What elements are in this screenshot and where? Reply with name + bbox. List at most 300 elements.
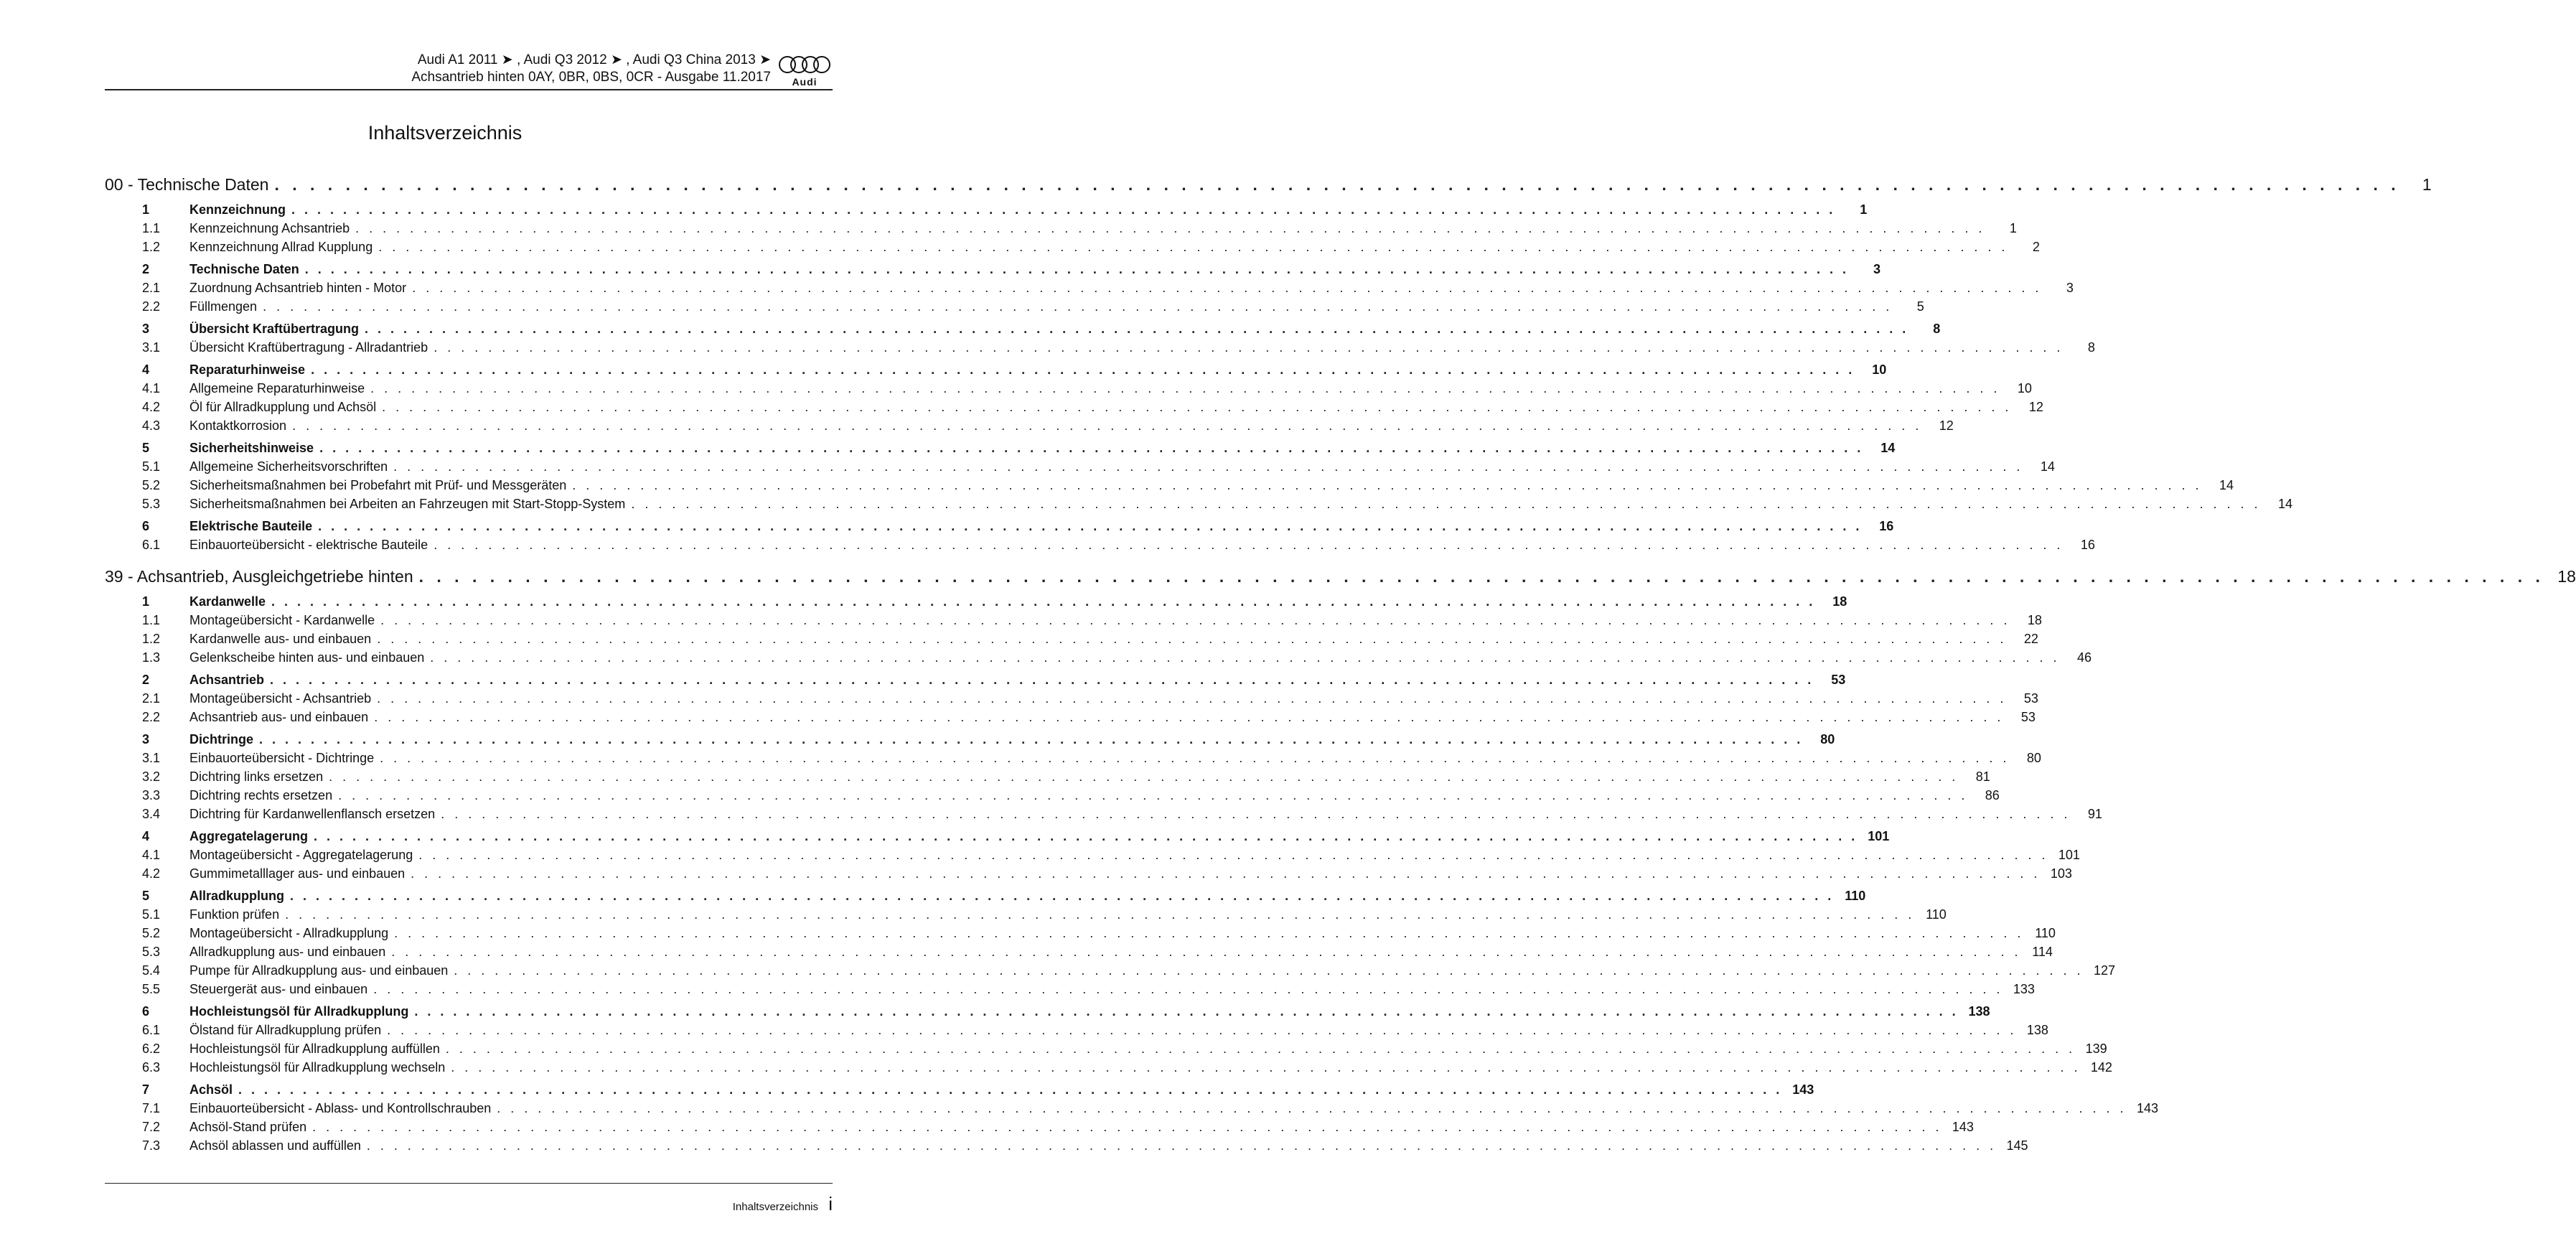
toc-entry-number: 4.2 [142,866,161,881]
toc-entry-number: 3.2 [142,769,161,784]
dot-leader: . . . . . . . . . . . . . . . . . . . . . . . . . . . . . . . . . . . . . . . . . . . . . . . . . . . . . . . . . . . . . . . . . . . . . . . . . . . . . . . . . . . . . . . . . . . . . . . . . . . . . . . . . . . . . . . . . . . . . . . . [370,381,2000,396]
toc-entry-number: 5.3 [142,497,161,511]
toc-entry-label: Allgemeine Reparaturhinweise [189,381,365,396]
dot-leader: . . . . . . . . . . . . . . . . . . . . . . . . . . . . . . . . . . . . . . . . . . . . . . . . . . . . . . . . . . . . . . . . . . . . . . . . . . . . . . . . . . . . . . . . . . . . . . . . . . . . . . . . . . . . . . . . . . . . . . . . [318,519,1863,533]
toc-entry-title [142,360,311,379]
toc-entry-title [142,905,285,924]
toc-entry-label: Sicherheitsmaßnahmen bei Probefahrt mit Prüf- und Messgeräten [189,478,567,492]
toc-entry-label: Achsöl [189,1082,233,1097]
dot-leader: . . . . . . . . . . . . . . . . . . . . . . . . . . . . . . . . . . . . . . . . . . . . . . . . . . . . . . . . . . . . . . . . . . . . . . . . . . . . . . . . . . . . . . . . . . . . . . . . . . . . . . . . . . . . . . . . . . . . . . . . [451,1060,2081,1075]
toc-section-row[interactable] [105,517,1894,535]
toc-entry-title [142,319,365,338]
toc-entry-title [142,517,318,535]
dot-leader: . . . . . . . . . . . . . . . . . . . . . . . . . . . . . . . . . . . . . . . . . . . . . . . . . . . . . . . . . . . . . . . . . . . . . . . . . . . . . . . . . . . . . . . . . . . . . . . . . . . . . . . . . . . . . . . . . . . . . . . . [393,459,2023,474]
toc-entry-title [142,379,370,398]
dot-leader: . . . . . . . . . . . . . . . . . . . . . . . . . . . . . . . . . . . . . . . . . . . . . . . . . . . . . . . . . . . . . . . . . . . . . . . . . . . . . . . . . . . . . . . . . . . . . . . . . . . . . . . . . . . . . . . . . . . . . . . . [374,710,2004,724]
dot-leader: . . . . . . . . . . . . . . . . . . . . . . . . . . . . . . . . . . . . . . . . . . . . . . . . . . . . . . . . . . . . . . . . . . . . . . . . . . . . . . . . . . . . . . . . . . . . . . . . . . . . . . . . . . . . . . . . . . . . . . . . [291,202,1836,217]
dot-leader: . . . . . . . . . . . . . . . . . . . . . . . . . . . . . . . . . . . . . . . . . . . . . . . . . . . . . . . . . . . . . . . . . . . . . . . . . . . . . . . . . . . . . . . . . . . . . . . . . . . . . . . . . . . . . . . . . . . . . . . . [263,299,1893,314]
toc-sub-row[interactable] [105,708,2036,726]
toc-entry-label: 00 - Technische Daten [105,175,269,194]
toc-section-row[interactable] [105,886,1866,905]
toc-page-number: 16 [1879,519,1894,533]
toc-entry-title [142,630,377,648]
toc-entry-title [142,398,382,416]
toc-entry-title [142,980,373,998]
toc-page-number: 110 [1845,889,1866,903]
toc-page-number: 5 [1916,299,1924,314]
toc-entry-label: Allgemeine Sicherheitsvorschriften [189,459,388,474]
toc-entry-title [142,416,292,435]
toc-section-row[interactable] [105,319,1941,338]
dot-leader: . . . . . . . . . . . . . . . . . . . . . . . . . . . . . . . . . . . . . . . . . . . . . . . . . . . . . . . . . . . . . . . . . . . . . . . . . . . . . . . . . . . . . . . . . . . . . . . . . . . . . . . . . . . . . . . . . . . . . . . . [365,322,1909,336]
dot-leader: . . . . . . . . . . . . . . . . . . . . . . . . . . . . . . . . . . . . . . . . . . . . . . . . . . . . . . . . . . . . . . . . . . . . . . . . . . . . . . . . . . . . . . . . . . . . . . . . . . . . . . . . . . . . . . . . . . . . . . . . [270,673,1814,687]
toc-page-number: 1 [1860,202,1868,217]
toc-entry-number: 6.1 [142,1023,161,1037]
toc-entry-number: 3.1 [142,751,161,765]
dot-leader: . . . . . . . . . . . . . . . . . . . . . . . . . . . . . . . . . . . . . . . . . . . . . . . . . . . . . . . . . . . . . . . . . . . . . . . . . . . . . . . . . . . . . . . . . . . . . . . . . . . . . . . . . . . . . . . . . . . . . . . . [304,262,1849,276]
toc-page-number: 1 [2009,221,2017,235]
toc-sub-row[interactable] [105,219,2017,238]
toc-entry-title [105,172,274,197]
toc-entry-label: Hochleistungsöl für Allradkupplung auffüllen [189,1042,440,1056]
toc-entry-title [142,1002,414,1021]
toc-entry-title [142,200,291,219]
toc-sub-row[interactable] [105,398,2043,416]
toc-entry-title [105,564,419,589]
toc-page-number: 91 [2087,807,2102,821]
toc-page-number: 86 [1985,788,2000,802]
toc-page-number: 1 [2422,175,2432,194]
toc-sub-row[interactable] [105,457,2055,476]
toc-entry-number: 6.3 [142,1060,161,1075]
toc-page-number: 3 [1873,262,1881,276]
toc-page-number: 2 [2032,240,2040,254]
toc-page-number: 103 [2050,866,2072,881]
toc-entry-label: Montageübersicht - Allradkupplung [189,926,389,940]
toc-entry-number: 3.3 [142,788,161,802]
dot-leader: . . . . . . . . . . . . . . . . . . . . . . . . . . . . . . . . . . . . . . . . . . . . . . . . . . . . . . . . . . . . . . . . . . . . . . . . . . . . . . . . . . . . . . . . . . . . . . . . . . . . . . . . . . . . . . . . . . . . . . . . [329,769,1959,784]
toc-sub-row[interactable] [105,1039,2107,1058]
dot-leader: . . . . . . . . . . . . . . . . . . . . . . . . . . . . . . . . . . . . . . . . . . . . . . . . . . . . . . . . . . . . . . . . . . . . . . . . . . . . . . . . . . . . . . . . . . . . . . . . . . . . . . . . . . . . . . . . . . . . . . . . [497,1101,2127,1115]
toc-page-number: 8 [1933,322,1941,336]
toc-entry-number: 7.2 [142,1120,161,1134]
toc-sub-row[interactable] [105,961,2115,980]
toc-sub-row[interactable] [105,416,1954,435]
toc-page-number: 22 [2023,632,2038,646]
toc-entry-number: 3 [142,322,150,336]
toc-entry-label: Achsantrieb aus- und einbauen [189,710,369,724]
toc-entry-label: Füllmengen [189,299,258,314]
toc-page-number: 138 [2026,1023,2048,1037]
toc-entry-number: 2.2 [142,299,161,314]
dot-leader: . . . . . . . . . . . . . . . . . . . . . . . . . . . . . . . . . . . . . . . . . . . . . . . . . . . . . . . . . . . . . . . . . . . . . . . . . . . . . . . . . . . . . . . . . . . . . . . . . . . . . . . . . . . . . . . . . . . . . . . . [377,632,2007,646]
footer-divider [105,1183,833,1184]
toc-page-number: 143 [1792,1082,1814,1097]
toc-entry-title [142,219,355,238]
toc-entry-number: 6.1 [142,538,161,552]
toc-entry-title [142,689,377,708]
toc-entry-title [142,476,572,495]
toc-entry-label: Pumpe für Allradkupplung aus- und einbauen [189,963,449,978]
toc-sub-row[interactable] [105,238,2040,256]
toc-entry-title [142,238,378,256]
toc-page-number: 14 [2278,497,2293,511]
dot-leader: . . . . . . . . . . . . . . . . . . . . . . . . . . . . . . . . . . . . . . . . . . . . . . . . . . . . . . . . . . . . . . . . . . . . . . . . . . . . . . . . . . . . . . . . . . . . . . . . . . . . . . . . . . . . . . . . . . . . . . . . [412,281,2042,295]
toc-entry-label: Einbauorteübersicht - Ablass- und Kontrollschrauben [189,1101,492,1115]
toc-entry-title [142,260,305,279]
toc-entry-title [142,1118,312,1136]
toc-entry-title [142,670,270,689]
toc-entry-number: 3.4 [142,807,161,821]
header-line-edition: Achsantrieb hinten 0AY, 0BR, 0BS, 0CR - Ausgabe 11.2017 [411,70,771,85]
toc-entry-label: Hochleistungsöl für Allradkupplung wechseln [189,1060,446,1075]
toc-page-number: 80 [2026,751,2041,765]
dot-leader: . . . . . . . . . . . . . . . . . . . . . . . . . . . . . . . . . . . . . . . . . . . . . . . . . . . . . . . . . . . . . . . . . . . . . . . . . . . . . . . . . . . . . . . . . . . . . . . . . . . . . . . . . . . . . . . . . . . . . . . . [418,567,2544,586]
page-header [105,50,833,90]
toc-entry-title [142,648,430,667]
toc-entry-title [142,767,329,786]
toc-sub-row[interactable] [105,689,2038,708]
toc-entry-label: Zuordnung Achsantrieb hinten - Motor [189,281,407,295]
toc-entry-number: 3.1 [142,340,161,355]
toc-entry-number: 4.1 [142,381,161,396]
toc-page-number: 53 [1831,673,1846,687]
dot-leader: . . . . . . . . . . . . . . . . . . . . . . . . . . . . . . . . . . . . . . . . . . . . . . . . . . . . . . . . . . . . . . . . . . . . . . . . . . . . . . . . . . . . . . . . . . . . . . . . . . . . . . . . . . . . . . . . . . . . . . . . [238,1082,1783,1097]
dot-leader: . . . . . . . . . . . . . . . . . . . . . . . . . . . . . . . . . . . . . . . . . . . . . . . . . . . . . . . . . . . . . . . . . . . . . . . . . . . . . . . . . . . . . . . . . . . . . . . . . . . . . . . . . . . . . . . . . . . . . . . . [312,1120,1942,1134]
toc-sub-row[interactable] [105,648,2092,667]
toc-entry-number: 5.3 [142,945,161,959]
toc-section-row[interactable] [105,200,1868,219]
toc-entry-title [142,1136,367,1155]
dot-leader: . . . . . . . . . . . . . . . . . . . . . . . . . . . . . . . . . . . . . . . . . . . . . . . . . . . . . . . . . . . . . . . . . . . . . . . . . . . . . . . . . . . . . . . . . . . . . . . . . . . . . . . . . . . . . . . . . . . . . . . . [380,613,2010,627]
toc-page-number: 101 [2058,848,2080,862]
toc-entry-number: 5.5 [142,982,161,996]
toc-sub-row[interactable] [105,495,2293,513]
toc-entry-title [142,297,263,316]
toc-sub-row[interactable] [105,630,2038,648]
toc-chapter-row[interactable] [105,564,2576,589]
toc-page-number: 101 [1868,829,1890,843]
toc-entry-title [142,961,454,980]
toc-entry-number: 5.4 [142,963,161,978]
toc-entry-label: Allradkupplung [189,889,284,903]
toc-page-number: 110 [1926,907,1947,922]
toc-entry-number: 6.2 [142,1042,161,1056]
toc-entry-number: 5.1 [142,459,161,474]
toc-sub-row[interactable] [105,297,1924,316]
toc-entry-title [142,1021,387,1039]
toc-page-number: 12 [2028,400,2043,414]
dot-leader: . . . . . . . . . . . . . . . . . . . . . . . . . . . . . . . . . . . . . . . . . . . . . . . . . . . . . . . . . . . . . . . . . . . . . . . . . . . . . . . . . . . . . . . . . . . . . . . . . . . . . . . . . . . . . . . . . . . . . . . . [285,907,1915,922]
toc-entry-title [142,279,412,297]
toc-entry-title [142,886,290,905]
toc-entry-label: Montageübersicht - Achsantrieb [189,691,372,706]
toc-entry-label: Gummimetalllager aus- und einbauen [189,866,406,881]
toc-sub-row[interactable] [105,805,2102,823]
toc-sub-row[interactable] [105,476,2234,495]
toc-entry-number: 4.2 [142,400,161,414]
toc-entry-number: 2.1 [142,281,161,295]
toc-page-number: 143 [2136,1101,2158,1115]
dot-leader: . . . . . . . . . . . . . . . . . . . . . . . . . . . . . . . . . . . . . . . . . . . . . . . . . . . . . . . . . . . . . . . . . . . . . . . . . . . . . . . . . . . . . . . . . . . . . . . . . . . . . . . . . . . . . . . . . . . . . . . . [382,400,2012,414]
dot-leader: . . . . . . . . . . . . . . . . . . . . . . . . . . . . . . . . . . . . . . . . . . . . . . . . . . . . . . . . . . . . . . . . . . . . . . . . . . . . . . . . . . . . . . . . . . . . . . . . . . . . . . . . . . . . . . . . . . . . . . . . [366,1138,1997,1153]
toc-entry-number: 5 [142,889,150,903]
dot-leader: . . . . . . . . . . . . . . . . . . . . . . . . . . . . . . . . . . . . . . . . . . . . . . . . . . . . . . . . . . . . . . . . . . . . . . . . . . . . . . . . . . . . . . . . . . . . . . . . . . . . . . . . . . . . . . . . . . . . . . . . [314,829,1858,843]
toc-entry-title [142,942,391,961]
toc-entry-label: Ölstand für Allradkupplung prüfen [189,1023,382,1037]
toc-entry-label: Einbauorteübersicht - elektrische Bauteile [189,538,428,552]
toc-sub-row[interactable] [105,846,2080,864]
toc-section-row[interactable] [105,827,1890,846]
toc-page-number: 142 [2090,1060,2112,1075]
toc-page-number: 127 [2093,963,2115,978]
toc-entry-label: Elektrische Bauteile [189,519,313,533]
toc-entry-number: 3 [142,732,150,746]
toc-entry-title [142,495,631,513]
toc-sub-row[interactable] [105,786,2000,805]
toc-entry-number: 6 [142,1004,150,1019]
toc-entry-title [142,535,434,554]
toc-entry-number: 6 [142,519,150,533]
toc-entry-number: 2 [142,673,150,687]
footer-label: Inhaltsverzeichnis [732,1201,818,1213]
toc-sub-row[interactable] [105,338,2095,357]
dot-leader: . . . . . . . . . . . . . . . . . . . . . . . . . . . . . . . . . . . . . . . . . . . . . . . . . . . . . . . . . . . . . . . . . . . . . . . . . . . . . . . . . . . . . . . . . . . . . . . . . . . . . . . . . . . . . . . . . . . . . . . . [380,751,2010,765]
audi-logo-text: Audi [792,76,818,88]
audi-logo [777,55,833,86]
toc-sub-row[interactable] [105,1118,1974,1136]
dot-leader: . . . . . . . . . . . . . . . . . . . . . . . . . . . . . . . . . . . . . . . . . . . . . . . . . . . . . . . . . . . . . . . . . . . . . . . . . . . . . . . . . . . . . . . . . . . . . . . . . . . . . . . . . . . . . . . . . . . . . . . . [391,945,2021,959]
dot-leader: . . . . . . . . . . . . . . . . . . . . . . . . . . . . . . . . . . . . . . . . . . . . . . . . . . . . . . . . . . . . . . . . . . . . . . . . . . . . . . . . . . . . . . . . . . . . . . . . . . . . . . . . . . . . . . . . . . . . . . . . [394,926,2024,940]
toc-entry-label: Funktion prüfen [189,907,280,922]
dot-leader: . . . . . . . . . . . . . . . . . . . . . . . . . . . . . . . . . . . . . . . . . . . . . . . . . . . . . . . . . . . . . . . . . . . . . . . . . . . . . . . . . . . . . . . . . . . . . . . . . . . . . . . . . . . . . . . . . . . . . . . . [387,1023,2017,1037]
dot-leader: . . . . . . . . . . . . . . . . . . . . . . . . . . . . . . . . . . . . . . . . . . . . . . . . . . . . . . . . . . . . . . . . . . . . . . . . . . . . . . . . . . . . . . . . . . . . . . . . . . . . . . . . . . . . . . . . . . . . . . . . [572,478,2202,492]
toc-entry-title [142,708,374,726]
toc-sub-row[interactable] [105,924,2056,942]
toc-entry-title [142,1039,446,1058]
toc-page-number: 133 [2013,982,2035,996]
toc-entry-title [142,805,441,823]
toc-entry-number: 1.1 [142,613,161,627]
toc-entry-label: Hochleistungsöl für Allradkupplung [189,1004,409,1019]
toc-entry-number: 7.1 [142,1101,161,1115]
toc-entry-label: Dichtring für Kardanwellenflansch ersetzen [189,807,436,821]
toc-entry-label: Kennzeichnung Achsantrieb [189,221,350,235]
toc-entry-label: Allradkupplung aus- und einbauen [189,945,386,959]
toc-entry-label: Einbauorteübersicht - Dichtringe [189,751,375,765]
toc-sub-row[interactable] [105,611,2042,630]
dot-leader: . . . . . . . . . . . . . . . . . . . . . . . . . . . . . . . . . . . . . . . . . . . . . . . . . . . . . . . . . . . . . . . . . . . . . . . . . . . . . . . . . . . . . . . . . . . . . . . . . . . . . . . . . . . . . . . . . . . . . . . . [292,418,1922,433]
toc-sub-row[interactable] [105,980,2035,998]
toc-entry-number: 4 [142,362,150,377]
dot-leader: . . . . . . . . . . . . . . . . . . . . . . . . . . . . . . . . . . . . . . . . . . . . . . . . . . . . . . . . . . . . . . . . . . . . . . . . . . . . . . . . . . . . . . . . . . . . . . . . . . . . . . . . . . . . . . . . . . . . . . . . [441,807,2071,821]
toc-section-row[interactable] [105,439,1896,457]
dot-leader: . . . . . . . . . . . . . . . . . . . . . . . . . . . . . . . . . . . . . . . . . . . . . . . . . . . . . . . . . . . . . . . . . . . . . . . . . . . . . . . . . . . . . . . . . . . . . . . . . . . . . . . . . . . . . . . . . . . . . . . . [434,538,2064,552]
toc-section-row[interactable] [105,260,1881,279]
toc-section-row[interactable] [105,730,1835,749]
toc-sub-row[interactable] [105,279,2074,297]
toc-sub-row[interactable] [105,905,1947,924]
toc-entry-label: Kennzeichnung Allrad Kupplung [189,240,373,254]
toc-page-number: 14 [2219,478,2234,492]
toc-entry-number: 1 [142,202,150,217]
toc-entry-number: 1.2 [142,240,161,254]
page-title: Inhaltsverzeichnis [367,122,523,144]
toc-entry-title [142,1099,497,1118]
toc-entry-label: Gelenkscheibe hinten aus- und einbauen [189,650,425,665]
toc-entry-label: Sicherheitshinweise [189,441,314,455]
toc-entry-label: Achsantrieb [189,673,265,687]
toc-entry-title [142,1080,238,1099]
toc-page-number: 18 [1832,594,1847,609]
toc-entry-label: Achsöl ablassen und auffüllen [189,1138,361,1153]
dot-leader: . . . . . . . . . . . . . . . . . . . . . . . . . . . . . . . . . . . . . . . . . . . . . . . . . . . . . . . . . . . . . . . . . . . . . . . . . . . . . . . . . . . . . . . . . . . . . . . . . . . . . . . . . . . . . . . . . . . . . . . . [271,594,1816,609]
toc-sub-row[interactable] [105,379,2032,398]
toc-sub-row[interactable] [105,1058,2112,1077]
toc-sub-row[interactable] [105,1136,2028,1155]
toc-section-row[interactable] [105,1080,1814,1099]
toc-entry-label: Achsöl-Stand prüfen [189,1120,307,1134]
toc-entry-title [142,827,314,846]
dot-leader: . . . . . . . . . . . . . . . . . . . . . . . . . . . . . . . . . . . . . . . . . . . . . . . . . . . . . . . . . . . . . . . . . . . . . . . . . . . . . . . . . . . . . . . . . . . . . . . . . . . . . . . . . . . . . . . . . . . . . . . . [434,340,2064,355]
toc-sub-row[interactable] [105,749,2041,767]
toc-page-number: 14 [2040,459,2055,474]
toc-entry-label: Dichtring links ersetzen [189,769,324,784]
toc-entry-label: Aggregatelagerung [189,829,309,843]
toc-page-number: 114 [2032,945,2053,959]
toc-entry-title [142,749,380,767]
toc-entry-title [142,786,338,805]
toc-page-number: 46 [2076,650,2092,665]
dot-leader: . . . . . . . . . . . . . . . . . . . . . . . . . . . . . . . . . . . . . . . . . . . . . . . . . . . . . . . . . . . . . . . . . . . . . . . . . . . . . . . . . . . . . . . . . . . . . . . . . . . . . . . . . . . . . . . . . . . . . . . . [411,866,2041,881]
table-of-contents [105,172,2576,1155]
toc-page-number: 18 [2557,567,2576,586]
toc-entry-number: 7.3 [142,1138,161,1153]
toc-section-row[interactable] [105,360,1887,379]
toc-page-number: 53 [2020,710,2036,724]
toc-page-number: 8 [2087,340,2095,355]
footer-page-number: i [828,1193,833,1214]
dot-leader: . . . . . . . . . . . . . . . . . . . . . . . . . . . . . . . . . . . . . . . . . . . . . . . . . . . . . . . . . . . . . . . . . . . . . . . . . . . . . . . . . . . . . . . . . . . . . . . . . . . . . . . . . . . . . . . . . . . . . . . . [290,889,1835,903]
toc-entry-number: 5.1 [142,907,161,922]
toc-page-number: 14 [1881,441,1896,455]
dot-leader: . . . . . . . . . . . . . . . . . . . . . . . . . . . . . . . . . . . . . . . . . . . . . . . . . . . . . . . . . . . . . . . . . . . . . . . . . . . . . . . . . . . . . . . . . . . . . . . . . . . . . . . . . . . . . . . . . . . . . . . . [631,497,2262,511]
toc-chapter-row[interactable] [105,172,2432,197]
dot-leader: . . . . . . . . . . . . . . . . . . . . . . . . . . . . . . . . . . . . . . . . . . . . . . . . . . . . . . . . . . . . . . . . . . . . . . . . . . . . . . . . . . . . . . . . . . . . . . . . . . . . . . . . . . . . . . . . . . . . . . . . [454,963,2084,978]
dot-leader: . . . . . . . . . . . . . . . . . . . . . . . . . . . . . . . . . . . . . . . . . . . . . . . . . . . . . . . . . . . . . . . . . . . . . . . . . . . . . . . . . . . . . . . . . . . . . . . . . . . . . . . . . . . . . . . . . . . . . . . . [378,240,2008,254]
toc-entry-label: Kennzeichnung [189,202,286,217]
toc-entry-title [142,864,411,883]
toc-sub-row[interactable] [105,864,2072,883]
toc-entry-label: 39 - Achsantrieb, Ausgleichgetriebe hinten [105,567,413,586]
dot-leader: . . . . . . . . . . . . . . . . . . . . . . . . . . . . . . . . . . . . . . . . . . . . . . . . . . . . . . . . . . . . . . . . . . . . . . . . . . . . . . . . . . . . . . . . . . . . . . . . . . . . . . . . . . . . . . . . . . . . . . . . [445,1042,2076,1056]
dot-leader: . . . . . . . . . . . . . . . . . . . . . . . . . . . . . . . . . . . . . . . . . . . . . . . . . . . . . . . . . . . . . . . . . . . . . . . . . . . . . . . . . . . . . . . . . . . . . . . . . . . . . . . . . . . . . . . . . . . . . . . . [373,982,2003,996]
dot-leader: . . . . . . . . . . . . . . . . . . . . . . . . . . . . . . . . . . . . . . . . . . . . . . . . . . . . . . . . . . . . . . . . . . . . . . . . . . . . . . . . . . . . . . . . . . . . . . . . . . . . . . . . . . . . . . . . . . . . . . . . [259,732,1804,746]
header-text [411,52,771,86]
toc-entry-title [142,439,319,457]
toc-page-number: 53 [2023,691,2038,706]
toc-section-row[interactable] [105,1002,1990,1021]
dot-leader: . . . . . . . . . . . . . . . . . . . . . . . . . . . . . . . . . . . . . . . . . . . . . . . . . . . . . . . . . . . . . . . . . . . . . . . . . . . . . . . . . . . . . . . . . . . . . . . . . . . . . . . . . . . . . . . . . . . . . . . . [418,848,2048,862]
toc-entry-label: Steuergerät aus- und einbauen [189,982,368,996]
toc-entry-number: 1 [142,594,150,609]
dot-leader: . . . . . . . . . . . . . . . . . . . . . . . . . . . . . . . . . . . . . . . . . . . . . . . . . . . . . . . . . . . . . . . . . . . . . . . . . . . . . . . . . . . . . . . . . . . . . . . . . . . . . . . . . . . . . . . . . . . . . . . . [319,441,1864,455]
toc-page-number: 16 [2080,538,2095,552]
toc-entry-number: 5.2 [142,478,161,492]
toc-page-number: 110 [2035,926,2056,940]
toc-entry-label: Kontaktkorrosion [189,418,287,433]
toc-page-number: 139 [2085,1042,2107,1056]
toc-entry-title [142,924,394,942]
toc-entry-number: 5.2 [142,926,161,940]
toc-page-number: 145 [2006,1138,2028,1153]
toc-entry-title [142,457,393,476]
toc-page-number: 138 [1968,1004,1990,1019]
toc-sub-row[interactable] [105,767,1990,786]
toc-sub-row[interactable] [105,535,2095,554]
dot-leader: . . . . . . . . . . . . . . . . . . . . . . . . . . . . . . . . . . . . . . . . . . . . . . . . . . . . . . . . . . . . . . . . . . . . . . . . . . . . . . . . . . . . . . . . . . . . . . . . . . . . . . . . . . . . . . . . . . . . . . . . [338,788,1968,802]
toc-entry-title [142,846,418,864]
toc-page-number: 10 [2017,381,2032,396]
toc-entry-number: 2.1 [142,691,161,706]
toc-page-number: 10 [1872,362,1887,377]
toc-entry-label: Übersicht Kraftübertragung [189,322,360,336]
toc-entry-label: Reparaturhinweise [189,362,306,377]
toc-entry-title [142,592,271,611]
toc-entry-title [142,338,434,357]
toc-page-number: 81 [1975,769,1990,784]
toc-page-number: 3 [2066,281,2074,295]
toc-entry-number: 2.2 [142,710,161,724]
toc-entry-label: Übersicht Kraftübertragung - Allradantrieb [189,340,428,355]
toc-entry-number: 1.2 [142,632,161,646]
toc-page-number: 12 [1939,418,1954,433]
toc-section-row[interactable] [105,670,1846,689]
toc-entry-number: 4 [142,829,150,843]
toc-entry-label: Montageübersicht - Aggregatelagerung [189,848,413,862]
toc-sub-row[interactable] [105,1021,2048,1039]
toc-sub-row[interactable] [105,1099,2158,1118]
toc-entry-number: 4.1 [142,848,161,862]
dot-leader: . . . . . . . . . . . . . . . . . . . . . . . . . . . . . . . . . . . . . . . . . . . . . . . . . . . . . . . . . . . . . . . . . . . . . . . . . . . . . . . . . . . . . . . . . . . . . . . . . . . . . . . . . . . . . . . . . . . . . . . . [414,1004,1959,1019]
toc-entry-number: 1.3 [142,650,161,665]
toc-entry-number: 2 [142,262,150,276]
toc-entry-number: 5 [142,441,150,455]
toc-entry-label: Dichtring rechts ersetzen [189,788,333,802]
dot-leader: . . . . . . . . . . . . . . . . . . . . . . . . . . . . . . . . . . . . . . . . . . . . . . . . . . . . . . . . . . . . . . . . . . . . . . . . . . . . . . . . . . . . . . . . . . . . . . . . . . . . . . . . . . . . . . . . . . . . . . . . [311,362,1855,377]
dot-leader: . . . . . . . . . . . . . . . . . . . . . . . . . . . . . . . . . . . . . . . . . . . . . . . . . . . . . . . . . . . . . . . . . . . . . . . . . . . . . . . . . . . . . . . . . . . . . . . . . . . . . . . . . . . . . . . . . . . . . . . . [274,175,2400,194]
toc-page-number: 143 [1952,1120,1974,1134]
toc-entry-number: 4.3 [142,418,161,433]
toc-entry-label: Dichtringe [189,732,254,746]
toc-entry-number: 1.1 [142,221,161,235]
audi-rings-icon [777,55,833,75]
toc-entry-label: Montageübersicht - Kardanwelle [189,613,375,627]
toc-entry-title [142,1058,451,1077]
toc-page-number: 18 [2027,613,2042,627]
toc-entry-label: Kardanwelle aus- und einbauen [189,632,372,646]
toc-entry-label: Öl für Allradkupplung und Achsöl [189,400,377,414]
toc-page-number: 80 [1820,732,1835,746]
toc-entry-label: Technische Daten [189,262,299,276]
toc-sub-row[interactable] [105,942,2053,961]
toc-section-row[interactable] [105,592,1847,611]
toc-entry-label: Sicherheitsmaßnahmen bei Arbeiten an Fahrzeugen mit Start-Stopp-System [189,497,626,511]
toc-entry-number: 7 [142,1082,150,1097]
dot-leader: . . . . . . . . . . . . . . . . . . . . . . . . . . . . . . . . . . . . . . . . . . . . . . . . . . . . . . . . . . . . . . . . . . . . . . . . . . . . . . . . . . . . . . . . . . . . . . . . . . . . . . . . . . . . . . . . . . . . . . . . [430,650,2060,665]
dot-leader: . . . . . . . . . . . . . . . . . . . . . . . . . . . . . . . . . . . . . . . . . . . . . . . . . . . . . . . . . . . . . . . . . . . . . . . . . . . . . . . . . . . . . . . . . . . . . . . . . . . . . . . . . . . . . . . . . . . . . . . . [355,221,1985,235]
toc-entry-title [142,611,380,630]
